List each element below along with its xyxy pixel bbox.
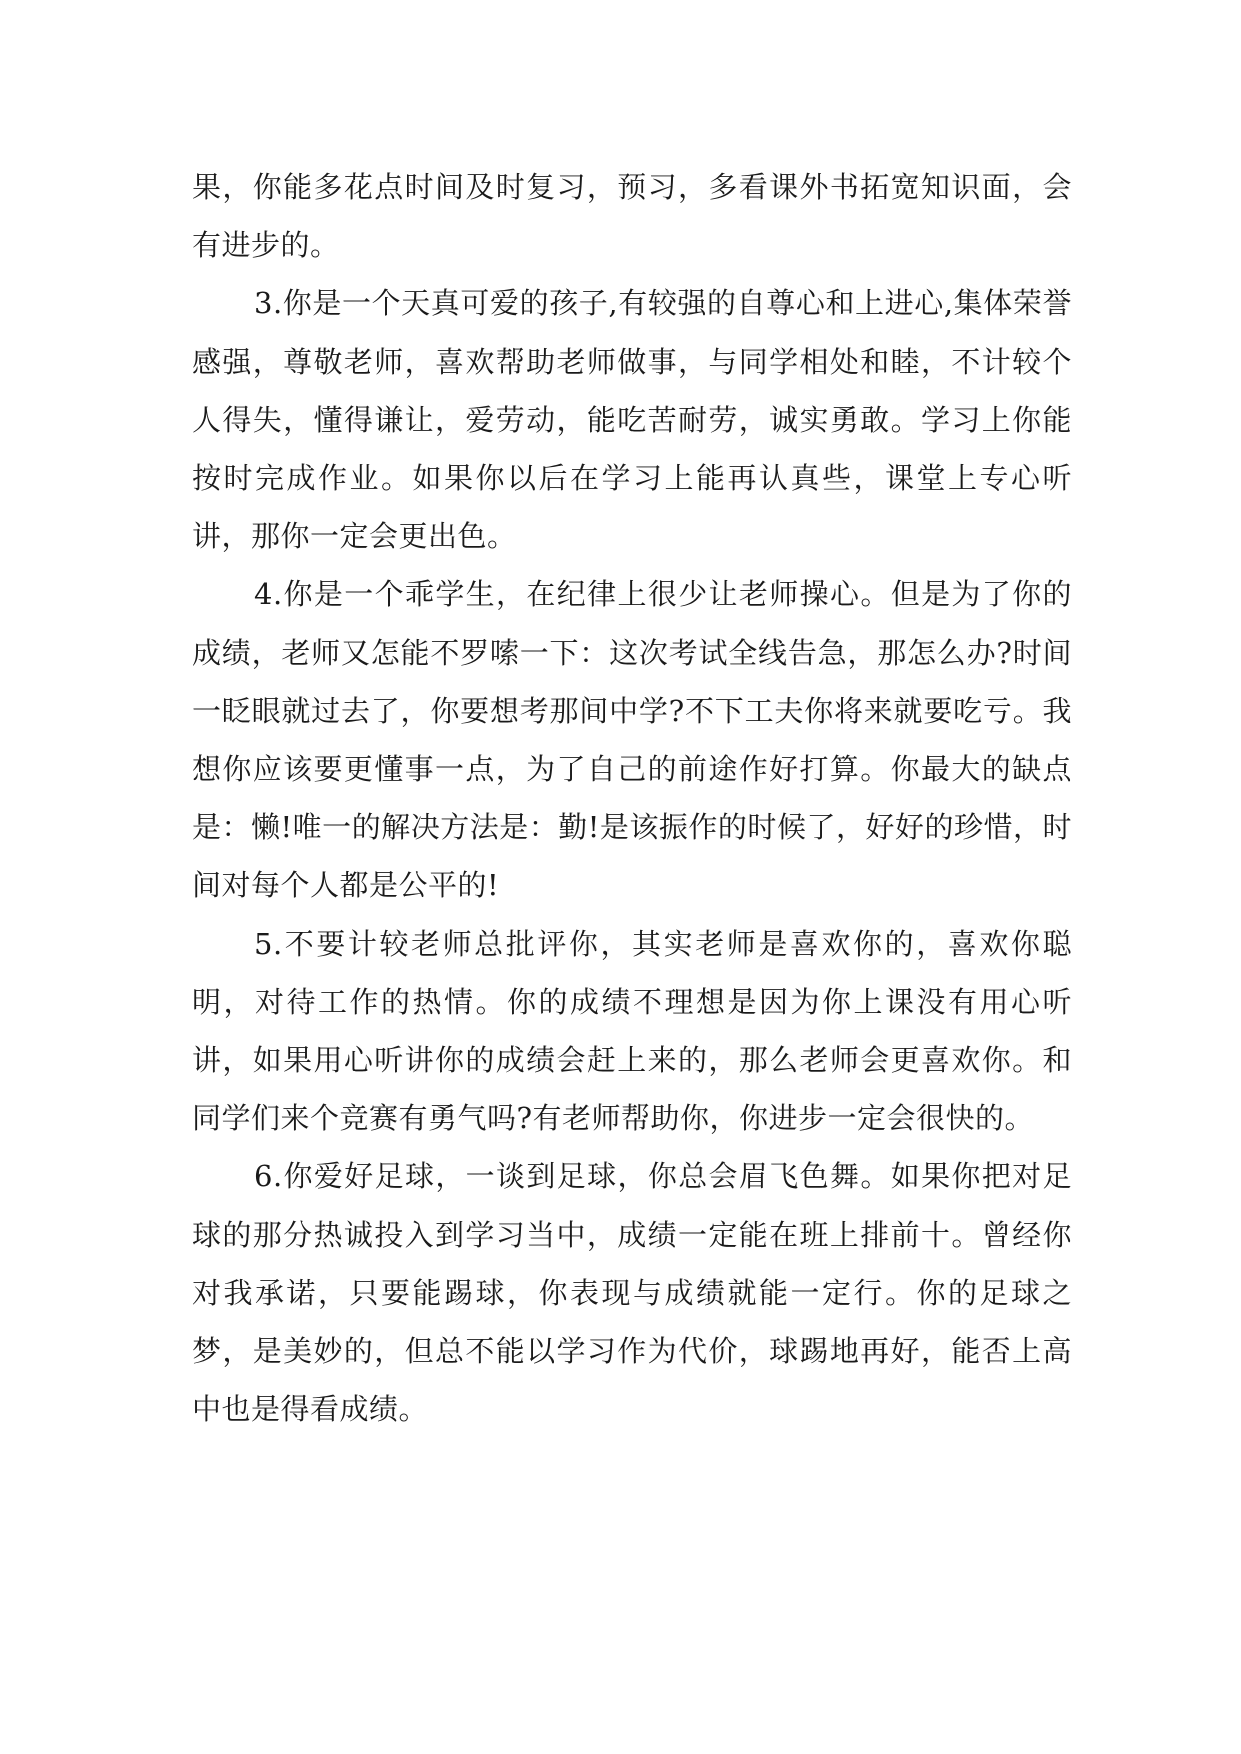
paragraph-comment-5: 5.不要计较老师总批评你，其实老师是喜欢你的，喜欢你聪明，对待工作的热情。你的成绩不理想是因为你上课没有用心听讲，如果用心听讲你的成绩会赶上来的，那么老师会更喜欢你。和同学们来个竞赛有勇气吗?有老师帮助你，你进步一定会很快的。 (192, 926, 1072, 1136)
paragraph-continuation: 果，你能多花点时间及时复习，预习，多看课外书拓宽知识面，会有进步的。 (192, 170, 1072, 263)
document-body (192, 158, 1072, 1438)
paragraph-comment-3: 3.你是一个天真可爱的孩子,有较强的自尊心和上进心,集体荣誉感强，尊敬老师，喜欢帮助老师做事，与同学相处和睦，不计较个人得失，懂得谦让，爱劳动，能吃苦耐劳，诚实勇敢。学习上你能按时完成作业。如果你以后在学习上能再认真些，课堂上专心听讲，那你一定会更出色。 (192, 286, 1072, 554)
paragraph-comment-6: 6.你爱好足球，一谈到足球，你总会眉飞色舞。如果你把对足球的那分热诚投入到学习当中，成绩一定能在班上排前十。曾经你对我承诺，只要能踢球，你表现与成绩就能一定行。你的足球之梦，是美妙的，但总不能以学习作为代价，球踢地再好，能否上高中也是得看成绩。 (192, 1159, 1072, 1427)
paragraph-comment-4: 4.你是一个乖学生，在纪律上很少让老师操心。但是为了你的成绩，老师又怎能不罗嗦一下：这次考试全线告急，那怎么办?时间一眨眼就过去了，你要想考那间中学?不下工夫你将来就要吃亏。我想你应该要更懂事一点，为了自己的前途作好打算。你最大的缺点是：懒!唯一的解决方法是：勤!是该振作的时候了，好好的珍惜，时间对每个人都是公平的! (192, 577, 1072, 903)
